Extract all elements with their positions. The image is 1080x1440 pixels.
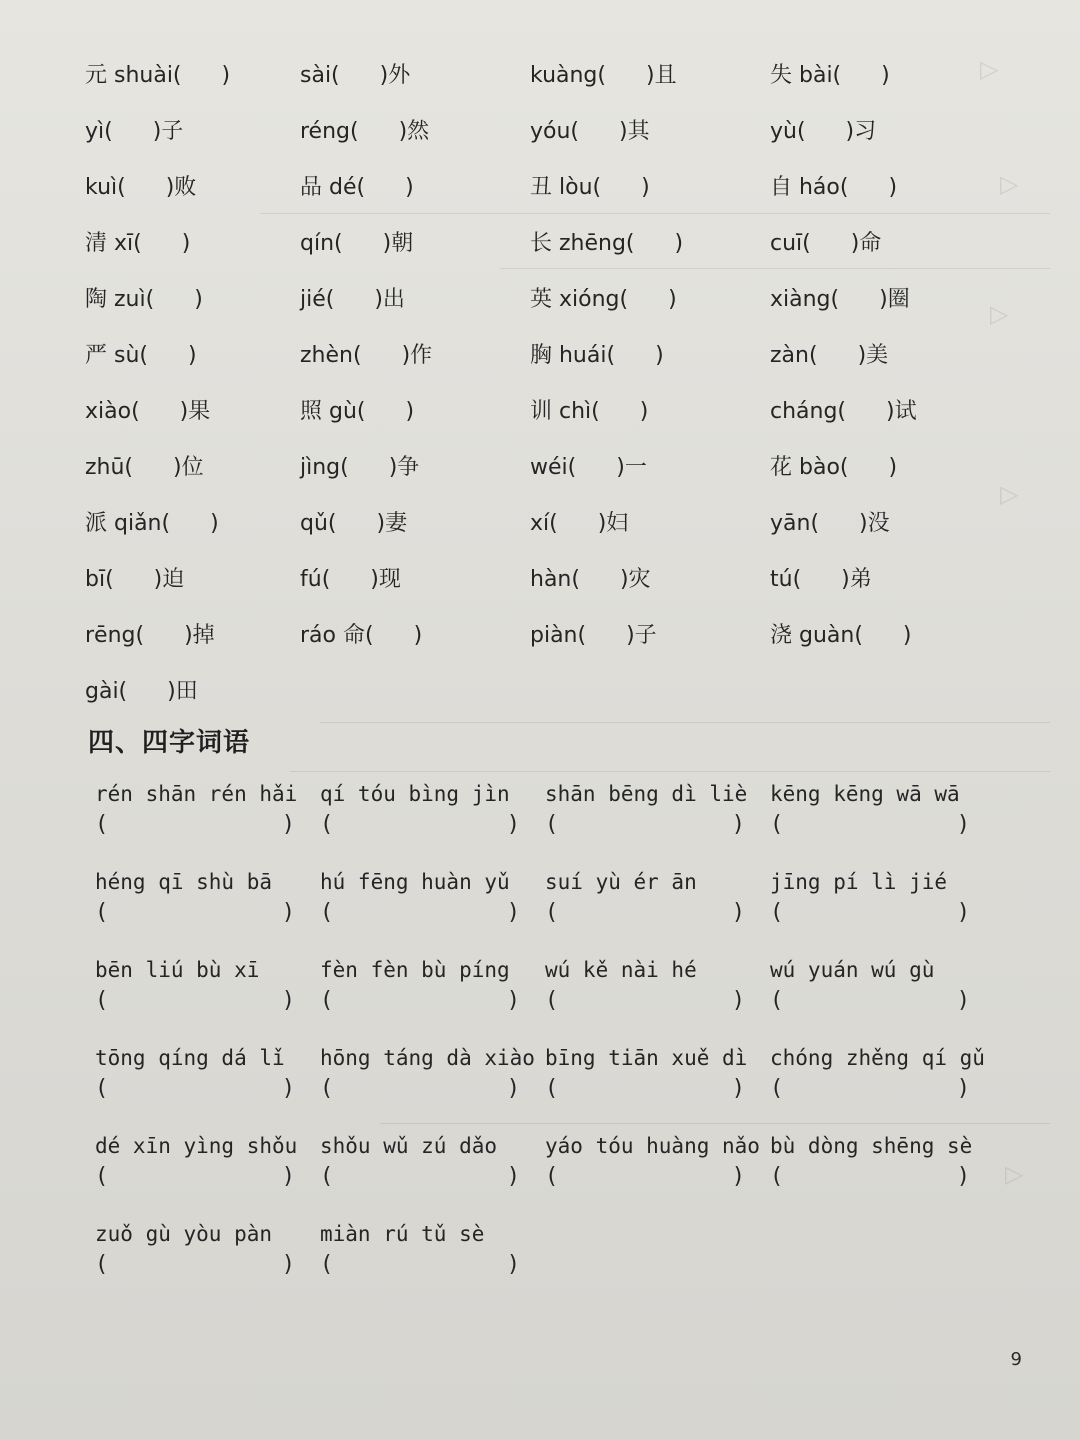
idiom-answer-brackets[interactable] bbox=[770, 898, 970, 928]
idiom-item[interactable] bbox=[770, 866, 995, 954]
vocab-item[interactable]: yì( )子 bbox=[85, 119, 184, 144]
idiom-item[interactable] bbox=[95, 954, 320, 1042]
idiom-pinyin: hōng táng dà xiào bbox=[320, 1046, 535, 1070]
vocab-item[interactable]: 训 chì( ) bbox=[530, 399, 649, 424]
idiom-answer-brackets[interactable] bbox=[320, 986, 520, 1016]
close-bracket: ) bbox=[506, 988, 520, 1013]
close-bracket: ) bbox=[731, 1076, 745, 1101]
idiom-item[interactable] bbox=[770, 1130, 995, 1218]
close-bracket: ) bbox=[956, 812, 970, 837]
idiom-pinyin: qí tóu bìng jìn bbox=[320, 782, 510, 806]
idiom-item[interactable] bbox=[320, 866, 545, 954]
idiom-answer-brackets[interactable] bbox=[545, 810, 745, 840]
open-bracket: ( bbox=[545, 1164, 559, 1189]
idiom-pinyin: héng qī shù bā bbox=[95, 870, 273, 894]
close-bracket: ) bbox=[956, 1164, 970, 1189]
idiom-answer-brackets[interactable] bbox=[320, 898, 520, 928]
open-bracket: ( bbox=[320, 1164, 334, 1189]
vocab-item[interactable]: 陶 zuì( ) bbox=[85, 287, 203, 312]
idiom-answer-brackets[interactable] bbox=[320, 810, 520, 840]
vocab-item[interactable]: 派 qiǎn( ) bbox=[85, 511, 219, 536]
bleed-text: ▷ bbox=[1000, 480, 1019, 508]
vocab-item[interactable]: yù( )习 bbox=[770, 119, 877, 144]
idiom-item[interactable] bbox=[95, 1130, 320, 1218]
vocab-item[interactable]: qǔ( )妻 bbox=[300, 511, 408, 536]
bleed-text: ▷ bbox=[1005, 1160, 1024, 1188]
idiom-item[interactable] bbox=[545, 866, 770, 954]
vocab-item[interactable]: jìng( )争 bbox=[300, 455, 420, 480]
idiom-answer-brackets[interactable] bbox=[320, 1074, 520, 1104]
close-bracket: ) bbox=[731, 988, 745, 1013]
open-bracket: ( bbox=[545, 988, 559, 1013]
open-bracket: ( bbox=[770, 812, 784, 837]
idiom-pinyin: bīng tiān xuě dì bbox=[545, 1046, 748, 1070]
open-bracket: ( bbox=[95, 812, 109, 837]
close-bracket: ) bbox=[281, 1164, 295, 1189]
vocab-item[interactable]: sài( )外 bbox=[300, 63, 411, 88]
open-bracket: ( bbox=[320, 900, 334, 925]
vocab-item[interactable]: jié( )出 bbox=[300, 287, 405, 312]
open-bracket: ( bbox=[95, 988, 109, 1013]
idiom-answer-brackets[interactable] bbox=[95, 1250, 295, 1280]
idiom-item[interactable] bbox=[545, 1130, 770, 1218]
idiom-answer-brackets[interactable] bbox=[545, 898, 745, 928]
idiom-answer-brackets[interactable] bbox=[770, 1162, 970, 1192]
close-bracket: ) bbox=[281, 900, 295, 925]
idiom-pinyin: rén shān rén hǎi bbox=[95, 782, 298, 806]
vocab-item[interactable]: bī( )迫 bbox=[85, 567, 185, 592]
bleed-text: ▷ bbox=[980, 55, 999, 83]
vocab-item[interactable]: ráo 命( ) bbox=[300, 623, 423, 648]
vocab-item[interactable]: wéi( )一 bbox=[530, 455, 647, 480]
vocab-item[interactable]: 失 bài( ) bbox=[770, 63, 890, 88]
open-bracket: ( bbox=[320, 1076, 334, 1101]
close-bracket: ) bbox=[281, 1252, 295, 1277]
idiom-pinyin: kēng kēng wā wā bbox=[770, 782, 960, 806]
bleed-text: ▷ bbox=[1000, 170, 1019, 198]
close-bracket: ) bbox=[506, 812, 520, 837]
vocab-item[interactable]: 丑 lòu( ) bbox=[530, 175, 650, 200]
idiom-pinyin: yáo tóu huàng nǎo bbox=[545, 1134, 760, 1158]
idiom-answer-brackets[interactable] bbox=[545, 1162, 745, 1192]
idiom-item[interactable] bbox=[545, 778, 770, 866]
idiom-item[interactable] bbox=[320, 1130, 545, 1218]
vocab-item[interactable]: fú( )现 bbox=[300, 567, 401, 592]
open-bracket: ( bbox=[545, 1076, 559, 1101]
idiom-answer-brackets[interactable] bbox=[770, 810, 970, 840]
open-bracket: ( bbox=[770, 900, 784, 925]
close-bracket: ) bbox=[281, 988, 295, 1013]
page-number: 9 bbox=[1010, 1349, 1022, 1370]
idiom-answer-brackets[interactable] bbox=[770, 986, 970, 1016]
vocab-item[interactable]: yān( )没 bbox=[770, 511, 890, 536]
idiom-pinyin: shǒu wǔ zú dǎo bbox=[320, 1134, 498, 1158]
vocab-item[interactable]: xiàng( )圈 bbox=[770, 287, 910, 312]
open-bracket: ( bbox=[770, 1164, 784, 1189]
close-bracket: ) bbox=[956, 900, 970, 925]
idiom-item[interactable] bbox=[95, 1218, 320, 1306]
vocab-item[interactable]: kuàng( )且 bbox=[530, 63, 677, 88]
vocab-item[interactable]: 严 sù( ) bbox=[85, 343, 197, 368]
vocab-item[interactable]: zàn( )美 bbox=[770, 343, 889, 368]
idiom-item[interactable] bbox=[95, 866, 320, 954]
vocab-item[interactable]: cuī( )命 bbox=[770, 231, 882, 256]
section-title-four-character-idioms: 四、四字词语 bbox=[88, 728, 251, 758]
idiom-answer-brackets[interactable] bbox=[95, 1162, 295, 1192]
close-bracket: ) bbox=[956, 988, 970, 1013]
idiom-pinyin: miàn rú tǔ sè bbox=[320, 1222, 485, 1246]
open-bracket: ( bbox=[95, 900, 109, 925]
vocab-item[interactable]: xí( )妇 bbox=[530, 511, 629, 536]
open-bracket: ( bbox=[320, 988, 334, 1013]
open-bracket: ( bbox=[95, 1076, 109, 1101]
vocab-item[interactable]: gài( )田 bbox=[85, 679, 198, 704]
idiom-pinyin: suí yù ér ān bbox=[545, 870, 697, 894]
idiom-item[interactable] bbox=[545, 954, 770, 1042]
vocab-item[interactable]: 品 dé( ) bbox=[300, 175, 414, 200]
open-bracket: ( bbox=[545, 900, 559, 925]
close-bracket: ) bbox=[281, 1076, 295, 1101]
open-bracket: ( bbox=[320, 812, 334, 837]
idiom-answer-brackets[interactable] bbox=[320, 1162, 520, 1192]
idiom-pinyin: wú kě nài hé bbox=[545, 958, 697, 982]
vocab-item[interactable]: yóu( )其 bbox=[530, 119, 650, 144]
idiom-pinyin: hú fēng huàn yǔ bbox=[320, 870, 510, 894]
vocab-item[interactable]: piàn( )子 bbox=[530, 623, 657, 648]
idiom-item[interactable] bbox=[320, 778, 545, 866]
open-bracket: ( bbox=[95, 1252, 109, 1277]
open-bracket: ( bbox=[95, 1164, 109, 1189]
idiom-item[interactable] bbox=[320, 1042, 545, 1130]
four-character-idiom-grid bbox=[95, 778, 995, 1306]
vocab-item[interactable]: 照 gù( ) bbox=[300, 399, 415, 424]
vocab-item[interactable]: 清 xī( ) bbox=[85, 231, 191, 256]
idiom-item[interactable] bbox=[770, 778, 995, 866]
idiom-item[interactable] bbox=[95, 1042, 320, 1130]
vocab-item[interactable]: tú( )弟 bbox=[770, 567, 872, 592]
vocab-item[interactable]: 胸 huái( ) bbox=[530, 343, 664, 368]
close-bracket: ) bbox=[281, 812, 295, 837]
idiom-pinyin: shān bēng dì liè bbox=[545, 782, 748, 806]
open-bracket: ( bbox=[320, 1252, 334, 1277]
bleed-line bbox=[320, 722, 1050, 723]
idiom-pinyin: bēn liú bù xī bbox=[95, 958, 260, 982]
close-bracket: ) bbox=[506, 1076, 520, 1101]
vocab-item[interactable]: qín( )朝 bbox=[300, 231, 414, 256]
idiom-answer-brackets[interactable] bbox=[545, 986, 745, 1016]
vocab-item[interactable]: cháng( )试 bbox=[770, 399, 917, 424]
close-bracket: ) bbox=[506, 1164, 520, 1189]
vocab-item[interactable]: 自 háo( ) bbox=[770, 175, 898, 200]
idiom-pinyin: bù dòng shēng sè bbox=[770, 1134, 973, 1158]
idiom-pinyin: chóng zhěng qí gǔ bbox=[770, 1046, 985, 1070]
vocabulary-fill-in-grid bbox=[85, 48, 985, 720]
idiom-item[interactable] bbox=[320, 954, 545, 1042]
idiom-answer-brackets[interactable] bbox=[545, 1074, 745, 1104]
open-bracket: ( bbox=[770, 988, 784, 1013]
vocab-item[interactable]: réng( )然 bbox=[300, 119, 430, 144]
idiom-answer-brackets[interactable] bbox=[95, 898, 295, 928]
close-bracket: ) bbox=[506, 900, 520, 925]
idiom-answer-brackets[interactable] bbox=[95, 810, 295, 840]
vocab-item[interactable]: 元 shuài( ) bbox=[85, 63, 231, 88]
open-bracket: ( bbox=[770, 1076, 784, 1101]
idiom-pinyin: jīng pí lì jié bbox=[770, 870, 948, 894]
idiom-item[interactable] bbox=[770, 954, 995, 1042]
idiom-pinyin: dé xīn yìng shǒu bbox=[95, 1134, 298, 1158]
vocab-item[interactable]: kuì( )败 bbox=[85, 175, 197, 200]
idiom-item[interactable] bbox=[95, 778, 320, 866]
idiom-answer-brackets[interactable] bbox=[95, 1074, 295, 1104]
vocab-item[interactable]: zhū( )位 bbox=[85, 455, 204, 480]
close-bracket: ) bbox=[731, 900, 745, 925]
idiom-item[interactable] bbox=[545, 1042, 770, 1130]
idiom-pinyin: tōng qíng dá lǐ bbox=[95, 1046, 285, 1070]
idiom-pinyin: wú yuán wú gù bbox=[770, 958, 935, 982]
idiom-answer-brackets[interactable] bbox=[95, 986, 295, 1016]
vocab-item[interactable]: hàn( )灾 bbox=[530, 567, 651, 592]
idiom-item[interactable] bbox=[320, 1218, 545, 1306]
idiom-pinyin: zuǒ gù yòu pàn bbox=[95, 1222, 273, 1246]
open-bracket: ( bbox=[545, 812, 559, 837]
vocab-item[interactable]: 花 bào( ) bbox=[770, 455, 898, 480]
vocab-item[interactable]: 浇 guàn( ) bbox=[770, 623, 912, 648]
bleed-text: ▷ bbox=[990, 300, 1009, 328]
vocab-item[interactable]: xiào( )果 bbox=[85, 399, 211, 424]
close-bracket: ) bbox=[731, 812, 745, 837]
close-bracket: ) bbox=[956, 1076, 970, 1101]
bleed-line bbox=[290, 771, 1050, 772]
idiom-pinyin: fèn fèn bù píng bbox=[320, 958, 510, 982]
idiom-answer-brackets[interactable] bbox=[770, 1074, 970, 1104]
vocab-item[interactable]: rēng( )掉 bbox=[85, 623, 215, 648]
close-bracket: ) bbox=[506, 1252, 520, 1277]
vocab-item[interactable]: 长 zhēng( ) bbox=[530, 231, 684, 256]
vocab-item[interactable]: 英 xióng( ) bbox=[530, 287, 677, 312]
idiom-item[interactable] bbox=[770, 1042, 995, 1130]
close-bracket: ) bbox=[731, 1164, 745, 1189]
vocab-item[interactable]: zhèn( )作 bbox=[300, 343, 433, 368]
idiom-answer-brackets[interactable] bbox=[320, 1250, 520, 1280]
